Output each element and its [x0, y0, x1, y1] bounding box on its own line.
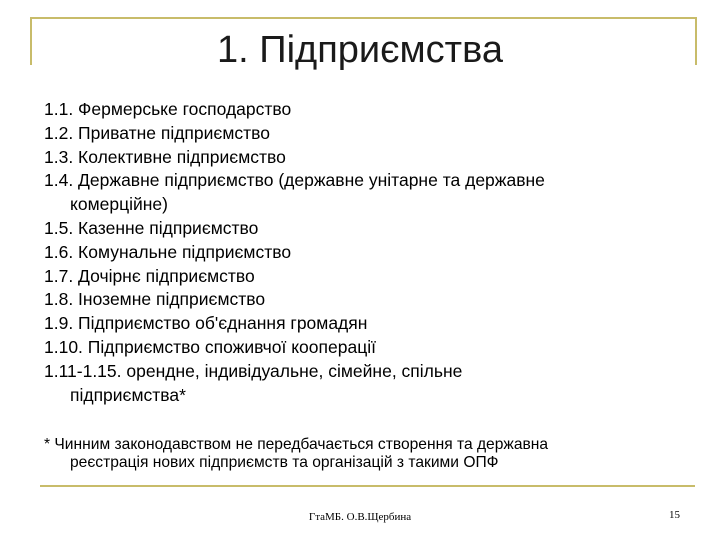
- footnote-continuation: реєстрація нових підприємств та організацій з такими ОПФ: [70, 454, 499, 471]
- list-item: [44, 312, 684, 336]
- list-item-text: 1.4. Державне підприємство (державне унітарне та державне: [44, 170, 545, 191]
- enterprise-type-list: [44, 98, 684, 407]
- list-item: [44, 288, 684, 312]
- list-item-text: 1.3. Колективне підприємство: [44, 146, 286, 167]
- list-item: [44, 146, 684, 170]
- list-item-text: 1.1. Фермерське господарство: [44, 99, 292, 119]
- list-item-text: 1.11-1.15. орендне, індивідуальне, сімейне, спільне: [44, 360, 463, 381]
- list-item: [44, 122, 684, 146]
- list-item-text: 1.7. Дочірнє підприємство: [44, 265, 255, 286]
- list-item: [44, 169, 684, 217]
- list-item-text: 1.5. Казенне підприємство: [44, 217, 259, 238]
- slide-title: 1. Підприємства: [217, 29, 503, 71]
- footer-author: ГтаМБ. О.В.Щербина: [308, 511, 412, 523]
- list-item: [44, 241, 684, 265]
- footnote: [44, 436, 684, 472]
- slide-frame-top-rule: [30, 17, 696, 19]
- list-item: [44, 217, 684, 241]
- list-item-text: 1.8. Іноземне підприємство: [44, 289, 266, 310]
- footer-divider: [40, 485, 695, 487]
- list-item: [44, 336, 684, 360]
- footnote-line: * Чинним законодавством не передбачається створення та державна: [44, 436, 549, 453]
- list-item: [44, 360, 684, 408]
- page-number: 15: [669, 509, 680, 521]
- list-item-text: 1.6. Комунальне підприємство: [44, 241, 292, 262]
- list-item-text: 1.10. Підприємство споживчої кооперації: [44, 336, 376, 357]
- list-item-text: 1.2. Приватне підприємство: [44, 122, 270, 143]
- list-item-continuation: комерційне): [70, 194, 168, 215]
- list-item-text: 1.9. Підприємство об'єднання громадян: [44, 313, 368, 334]
- list-item: [44, 98, 684, 122]
- list-item: [44, 265, 684, 289]
- list-item-continuation: підприємства*: [70, 384, 186, 405]
